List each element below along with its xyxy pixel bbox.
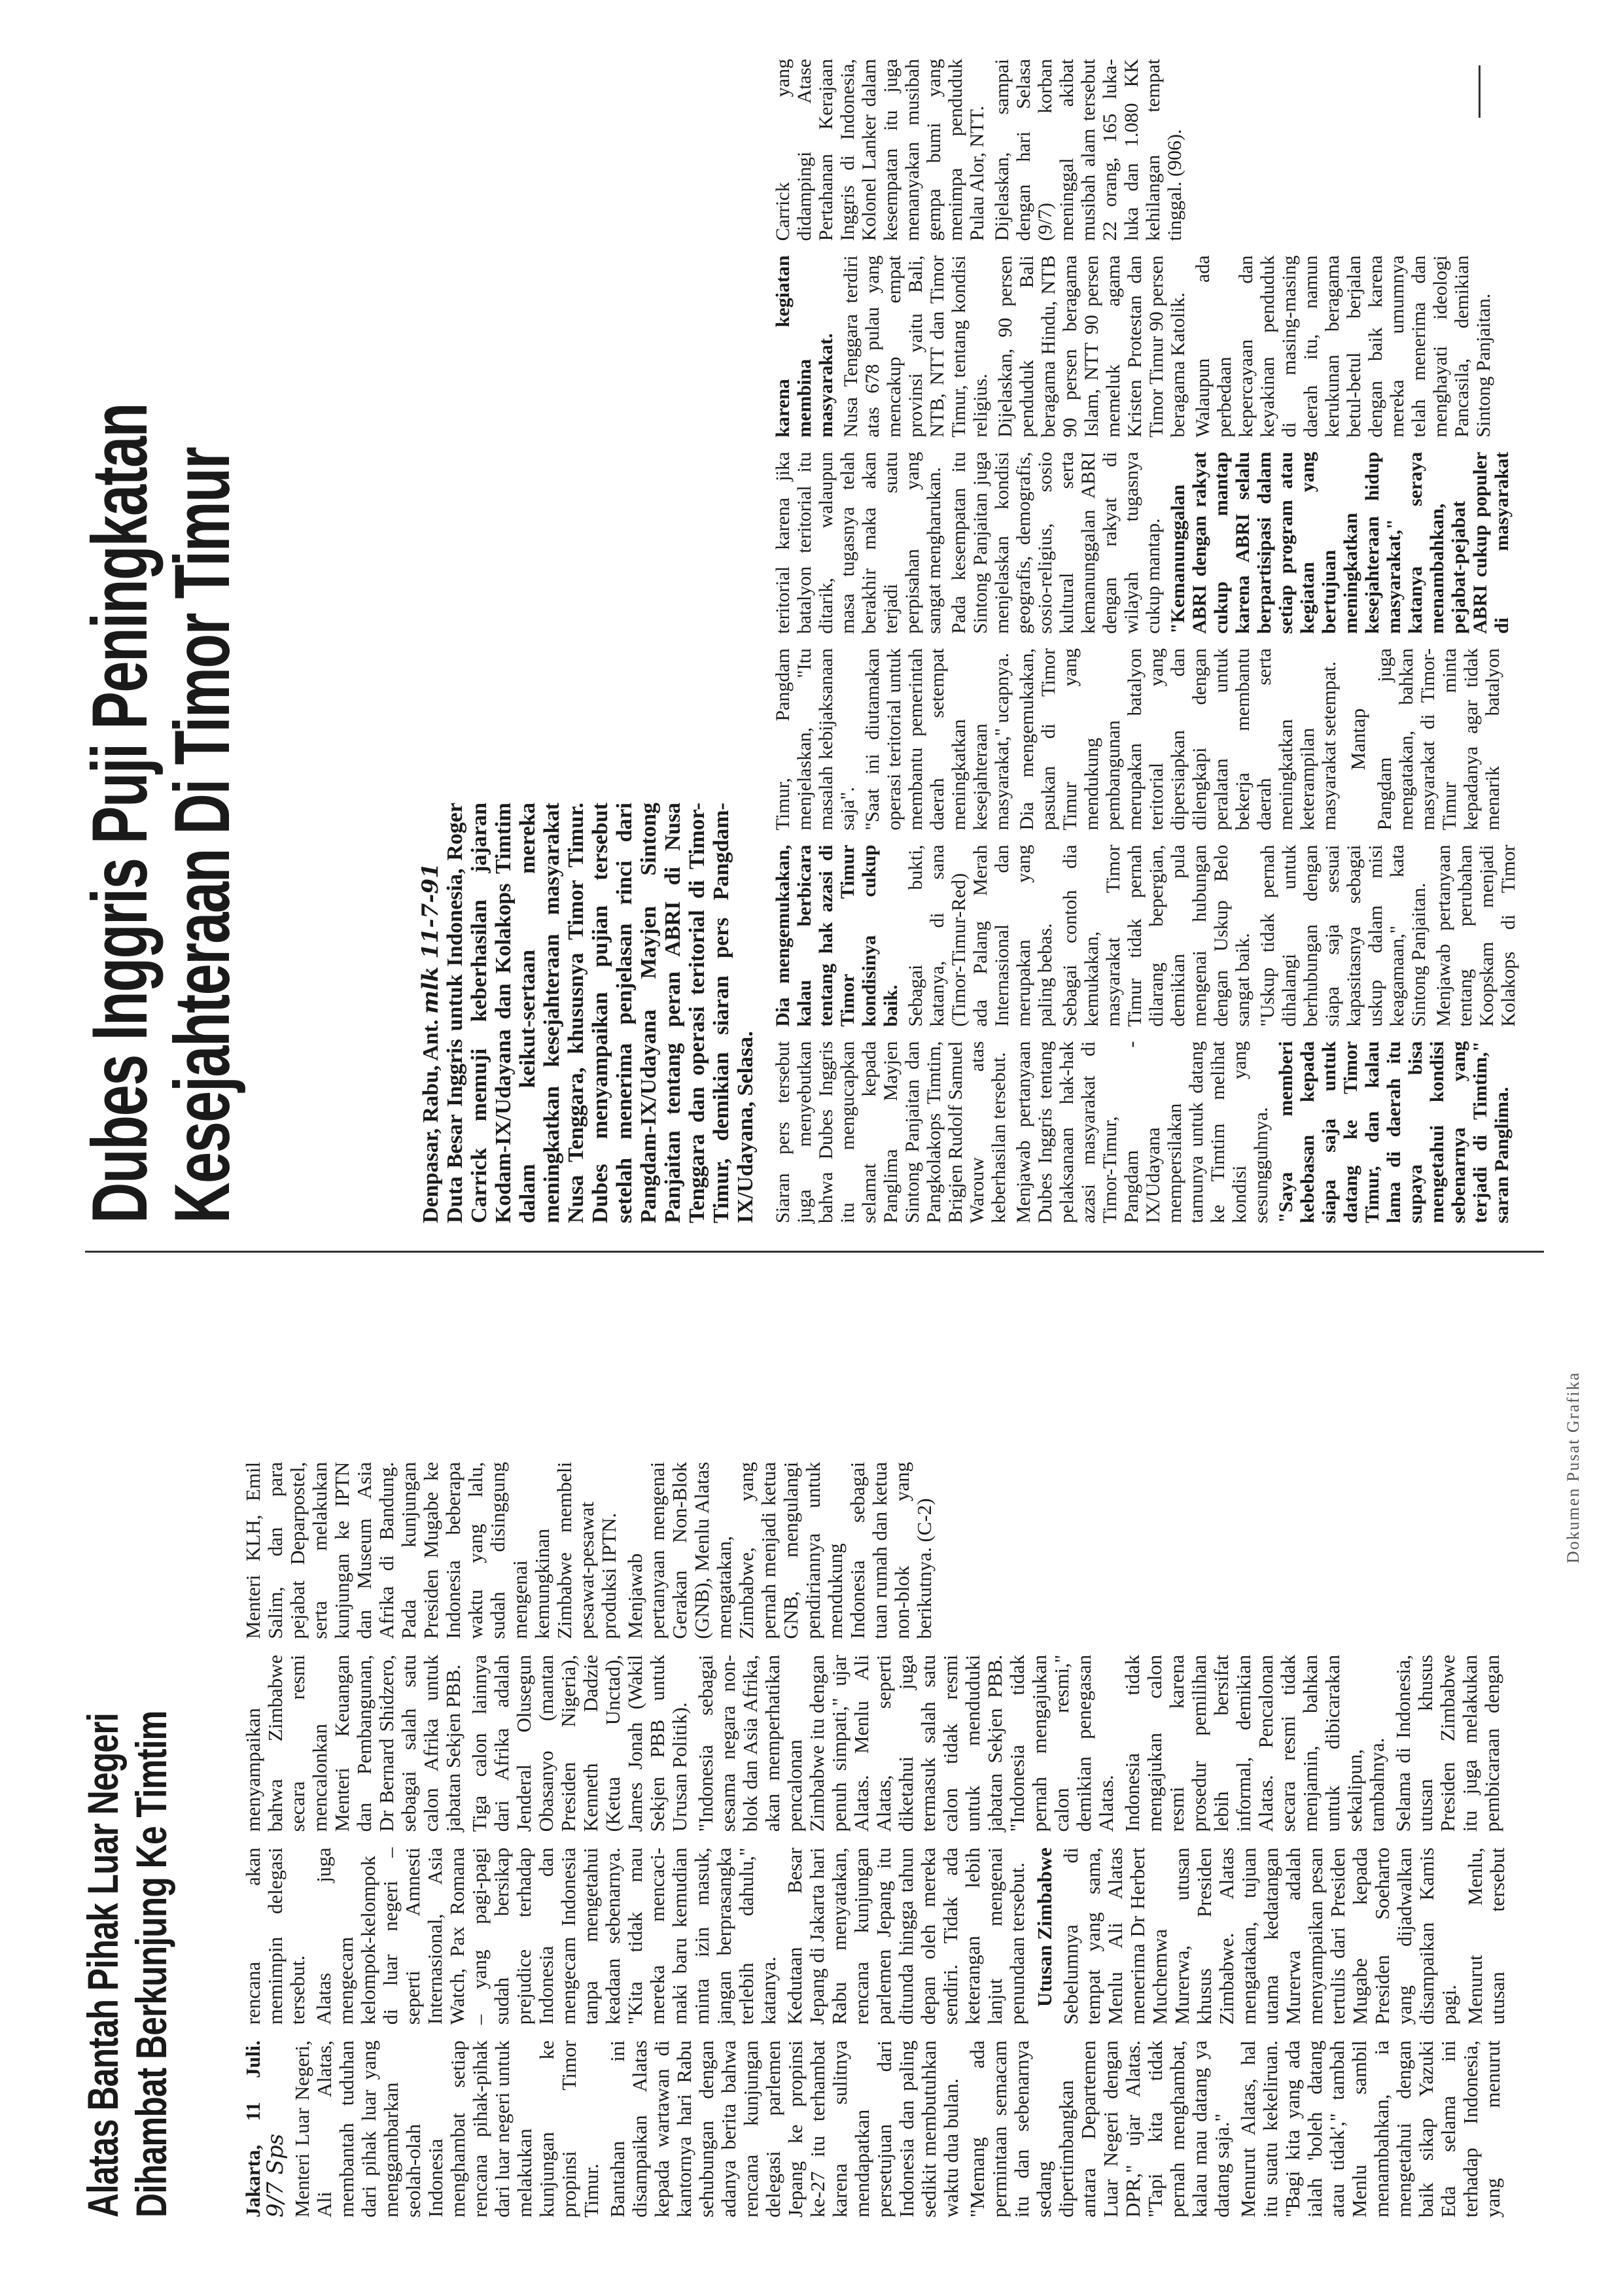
article-dubes-inggris [76,59,1551,1223]
article2-headline [76,385,246,1223]
article2-paragraph: Menjawab pertanyaan Dubes Inggris tentang pelaksanaan hak-hak azasi masyarakat di Timor-Timur, Pangdam - IX/Udayana mempersilakan tamunya untuk datang ke Timtim melihat kondisi yang sesungguhnya. [1013,1041,1272,1223]
article2-paragraph: Dijelaskan, 90 persen penduduk Bali beragama Hindu, NTB 90 persen beragama Islam, NTT 90 persen memeluk agama Kristen Protestan dan Timor Timur 90 persen beragama Katolik. [994,255,1189,438]
column-divider [85,1251,1544,1253]
article1-paragraph: Kedutaan Besar Jepang di Jakarta hari Rabu menyatakan, rencana kunjungan parlemen Jepang itu ditunda hingga tahun depan oleh mereka sendiri. Tidak ada keterangan lebih lanjut mengenai penundaan tersebut. [783,1847,1028,2025]
article1-paragraph: Menurut Menlu, utusan tersebut menyampaikan bahwa Zimbabwe secara resmi mencalonkan Menteri Keuangan dan Pembangunan, Dr Bernard Shidzero, sebagai salah satu calon Afrika untuk jabatan Sekjen PBB. [241,1654,1509,2025]
article2-paragraph: Sebagai contoh dia kemukakan, masyarakat Timor Timur tidak pernah dilarang bepergian, demikian pula mengenai hubungan dengan Uskup Belo sangat baik. [1059,844,1253,1027]
article1-paragraph: "Memang ada permintaan semacam itu dan sebenarnya sedang dipertimbangkan antara Departemen Luar Negeri dengan DPR," ujar Alatas. "Tapi kita tidak pernah menghambat, kalau mau datang ya datang saja." [966,2040,1233,2218]
article2-body [772,59,1524,1223]
article2-paragraph: "Saat ini diutamakan operasi teritorial untuk membantu pemerintah daerah setempat meningkatkan kesejahteraan masyarakat," ucapnya. [862,648,1013,831]
article2-paragraph: "Uskup tidak pernah dihalangi untuk berhubungan dengan siapa saja sesuai kapasitasnya sebagai uskup dalam misi keagamaan," kata Sintong Panjaitan. [1257,844,1429,1027]
article2-lead [419,360,759,1223]
article2-dateline: Denpasar, Rabu, Ant. [419,1019,443,1223]
article1-headline [79,1478,175,2218]
article2-paragraph: Dijelaskan, sampai dengan hari Selasa (9/7) korban meninggal akibat musibah alam tersebut 22 orang, 165 luka-luka dan 1.080 KK kehilangan tempat tinggal. (906). [991,59,1185,241]
article1-paragraph: Indonesia tidak mengajukan calon resmi karena prosedur pemilihan lebih bersifat informal, demikian Alatas. Pencalonan secara resmi tidak menjamin, bahkan untuk dibicarakan sekalipun, tambahnya. [1121,1654,1388,1832]
article1-paragraph: Menurut Alatas, hal itu suatu kekeliruan. "Bagi kita yang ada ialah 'boleh datang atau tidak'," tambah Menlu sambil menambahkan, ia mengetahui dengan baik sikap Yazuki Eda selama ini terhadap Indonesia, yang menurut rencana akan memimpin delegasi tersebut. [241,1847,1504,2218]
article2-paragraph: Menjawab pertanyaan tentang perubahan Koopskam menjadi Kolakops di Timor Timur, Pangdam menjelaskan, "Itu masalah kebijaksanaan saja". [772,648,1519,1027]
end-rule [1479,65,1481,118]
article-alatas [79,1269,1551,2218]
article2-paragraph: Walaupun ada perbedaan kepercayaan dan keyakinan penduduk di masing-masing daerah itu, namun kerukunan beragama betul-betul berjalan dengan baik karena mereka umumnya telah menerima dan menghayati ideologi Pancasila, demikian Sintong Panjaitan. [1192,255,1494,438]
article1-paragraph: Selama di Indonesia, utusan khusus Presiden Zimbabwe itu juga melakukan pembicaraan dengan Menteri KLH, Emil Salim, dan para pejabat Deparpostel, serta melakukan kunjungan ke IPTN dan Museum Asia Afrika di Bandung. Pada kunjungan Presiden Mugabe ke Indonesia beberapa waktu yang lalu, sudah disinggung mengenai kemungkinan Zimbabwe membeli pesawat-pesawat produksi IPTN. [241,1461,1503,1832]
article1-paragraph: Menteri Luar Negeri, Ali Alatas, membantah tuduhan dari pihak luar yang menggambarkan seolah-olah Indonesia menghambat setiap rencana pihak-pihak dari luar negeri untuk melakukan kunjungan ke propinsi Timor Timur. [290,2040,603,2218]
article2-paragraph: "Saya memberi kebebasan kepada siapa saja untuk datang ke Timor Timur, dan kalau lama di daerah itu supaya bisa mengetahui kondisi sebenarnya yang terjadi di Timtim," saran Panglima. [1275,1041,1513,1223]
article2-paragraph: Dia mengemukakan, pasukan di Timor Timur yang mendukung pembangunan merupakan batalyon teritorial yang dipersiapkan dan dilengkapi dengan peralatan untuk bekerja membantu daerah serta meningkatkan keterampilan masyarakat setempat. [1016,648,1340,831]
article2-paragraph: Pada kesempatan itu Sintong Panjaitan juga menjelaskan kondisi geografis, demografis, sosio-religius, sosio kultural serta kemanunggalan ABRI dengan rakyat di wilayah tugasnya cukup mantap. [948,451,1164,635]
article1-paragraph: "Indonesia sebagai sesama negara non-blok dan Asia Afrika, akan memperhatikan pencalonan Zimbabwe itu dengan penuh simpati," ujar Alatas. Menlu Ali Alatas, seperti diketahui juga termasuk salah satu calon tidak resmi untuk menduduki jabatan Sekjen PBB. "Indonesia tidak pernah mengajukan calon resmi," demikian penegasan Alatas. [694,1654,1117,1832]
article1-handwritten-note: 9/7 Sps [262,2133,289,2218]
article1-paragraph: Alatas juga mengecam kelompok-kelompok di luar negeri – seperti Amnesti Internasional, Asia Watch, Pax Romana – yang pagi-pagi sudah bersikap prejudice terhadap Indonesia dan mengecam Indonesia tanpa mengetahui keadaan sebenarnya. "Kita tidak mau mereka mencaci-maki baru kemudian minta izin masuk, jangan berprasangka terlebih dahulu," katanya. [312,1847,780,2025]
article1-dateline: Jakarta, 11 Juli. [241,2040,264,2218]
article1-paragraph: Menjawab pertanyaan mengenai Gerakan Non-Blok (GNB), Menlu Alatas mengatakan, Zimbabwe, yang pernah menjadi ketua GNB, mengulangi pendiriannya untuk mendukung Indonesia sebagai tuan rumah dan ketua non-blok yang berikutnya. (C-2) [623,1461,936,1639]
article1-subhead: Utusan Zimbabwe [1033,1847,1056,2008]
article2-paragraph: Dia mengemukakan, kalau berbicara tentang hak azasi di Timor Timur kondisinya cukup baik. [772,844,902,1027]
article2-paragraph: Pangdam juga mengatakan, bahkan masyarakat di Timor-Timur minta kepadanya agar tidak menarik batalyon teritorial karena jika batalyon teritorial itu ditarik, walaupun masa tugasnya telah berakhir maka akan terjadi suatu perpisahan yang sangat mengharukan. [772,451,1503,831]
article1-paragraph: Sebelumnya di tempat yang sama, Menlu Ali Alatas menerima Dr Herbert Muchemwa Murerwa, utusan khusus Presiden Zimbabwe. Alatas mengatakan, tujuan utama kedatangan Murerwa adalah menyampaikan pesan tertulis dari Presiden Mugabe kepada Presiden Soeharto yang dijadwalkan disampaikan Kamis pagi. [1059,1847,1460,2025]
page-footer: Dokumen Pusat Grafika [1564,1371,1583,1563]
article2-lead-text: Duta Besar Inggris untuk Indonesia, Roger Carrick memuji keberhasilan jajaran Kodam-IX/Udayana dan Kolakops Timtim dalam keikut-sertaan mereka meningkatkan kesejahteraan masyarakat Nusa Tenggara, khususnya Timor Timur. Dubes menyampaikan pujian tersebut setelah menerima penjelasan rinci dari Pangdam-IX/Udayana Mayjen Sintong Panjaitan tentang peran ABRI di Nusa Tenggara dan operasi teritorial di Timor-Timur, demikian siaran pers Pangdam-IX/Udayana, Selasa. [443,803,758,1223]
article1-headline-line1: Alatas Bantah Pihak Luar Negeri [79,1713,127,2218]
article2-paragraph: Carrick yang didampingi Atase Pertahanan Kerajaan Inggris di Indonesia, Kolonel Lanker dalam kesempatan itu juga menanyakan musibah gempa bumi yang menimpa penduduk Pulau Alor, NTT. [772,59,988,241]
article2-subhead: Mantap [1346,708,1369,771]
article2-handwritten-note: mlk 11-7-91 [417,863,444,1015]
article1-paragraph: Bantahan ini disampaikan Alatas kepada wartawan di kantornya hari Rabu sehubungan dengan adanya berita bahwa rencana kunjungan delegasi parlemen Jepang ke propinsi ke-27 itu terhambat karena sulitnya mendapatkan persetujuan dari Indonesia dan paling sedikit membutuhkan waktu dua bulan. [606,2040,962,2218]
article1-paragraph: Tiga calon lainnya dari Afrika adalah Jenderal Olusegun Obasanyo (mantan Presiden Nigeria), Kenneth Dadzie (Ketua Unctad), James Jonah (Wakil Sekjen PBB untuk Urusan Politik). [468,1654,691,1832]
article2-headline-line2: Kesejahteraan Di Timor Timur [158,447,246,1223]
article2-paragraph: "Kemanunggalan ABRI dengan rakyat cukup mantap karena ABRI selalu berpartisipasi dalam setiap program atau kegiatan yang bertujuan meningkatkan kesejahteraan hidup masyarakat," katanya seraya menambahkan, pejabat-pejabat ABRI cukup populer di masyarakat karena kegiatan membina masyarakat. [772,255,1513,635]
article1-body [242,1269,1518,2218]
article2-paragraph: Nusa Tenggara terdiri atas 678 pulau yang mencakup empat provinsi yaitu Bali, NTB, NTT dan Timor Timur, tentang kondisi religius. [840,255,991,438]
article2-paragraph: Sebagai bukti, katanya, di sana (Timor-Timur-Red) ada Palang Merah Internasional dan merupakan yang paling bebas. [905,844,1056,1027]
article1-paragraph [242,2040,287,2218]
article1-headline-line2: Dihambat Berkunjung Ke Timtim [127,1711,175,2218]
article2-paragraph: Siaran pers tersebut juga menyebutkan bahwa Dubes Inggris itu mengucapkan selamat kepada Panglima Mayjen Sintong Panjaitan dan Pangkolakops Timtim, Brigjen Rudolf Samuel Warouw atas keberhasilan tersebut. [772,1041,1009,1223]
article2-headline-line1: Dubes Inggris Puji Peningkatan [76,403,164,1223]
